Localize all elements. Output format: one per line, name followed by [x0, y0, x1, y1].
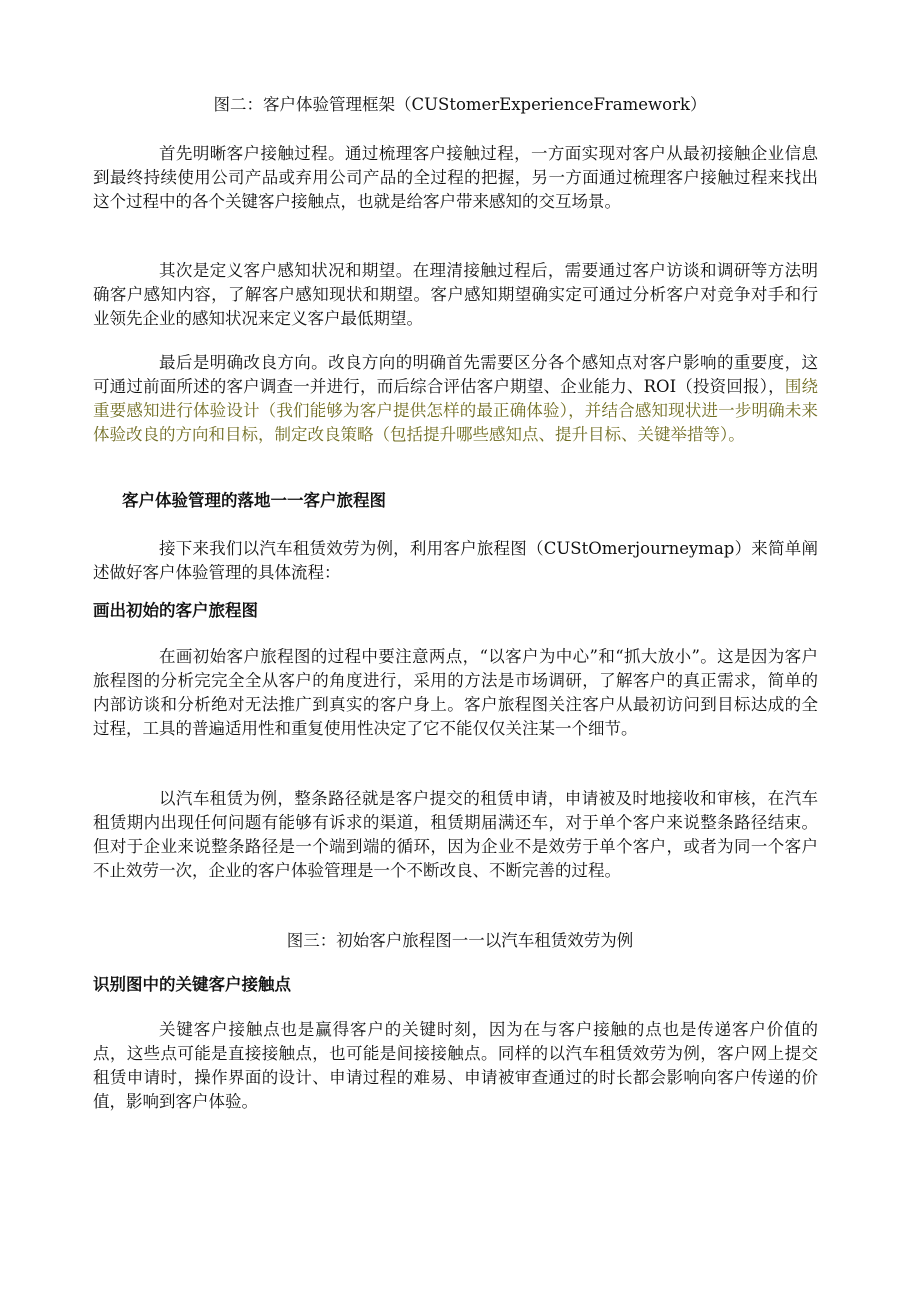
figure-2-caption: 图二：客户体验管理框架（CUStomerExperienceFramework） [213, 95, 707, 114]
paragraph-key-touchpoints: 关键客户接触点也是赢得客户的关键时刻，因为在与客户接触的点也是传递客户价值的点，这些点可能是直接接触点，也可能是间接接触点。同样的以汽车租赁效劳为例，客户网上提交租赁申请时，操作界面的设计、申请过程的难易、申请被审查通过的时长都会影响向客户传递的价值，影响到客户体验。 [93, 1020, 818, 1111]
improvement-direction-highlight: 围绕重要感知进行体验设计（我们能够为客户提供怎样的最正确体验），并结合感知现状进一步明确未来体验改良的方向和目标，制定改良策略（包括提升哪些感知点、提升目标、关键举措等）。 [93, 377, 819, 444]
paragraph-improvement-direction [93, 351, 818, 447]
subheading-draw-initial-map: 画出初始的客户旅程图 [93, 601, 258, 620]
subheading-identify-touchpoints: 识别图中的关键客户接触点 [93, 975, 291, 994]
paragraph-draw-initial-map: 在画初始客户旅程图的过程中要注意两点，“以客户为中心”和“抓大放小”。这是因为客户旅程图的分析完完全全从客户的角度进行，采用的方法是市场调研，了解客户的真正需求，简单的内部访谈和分析绝对无法推广到真实的客户身上。客户旅程图关注客户从最初访问到目标达成的全过程，工具的普遍适用性和重复使用性决定了它不能仅仅关注某一个细节。 [93, 647, 818, 738]
paragraph-define-perception: 其次是定义客户感知状况和期望。在理清接触过程后，需要通过客户访谈和调研等方法明确客户感知内容，了解客户感知现状和期望。客户感知期望确实定可通过分析客户对竞争对手和行业领先企业的感知状况来定义客户最低期望。 [93, 261, 818, 328]
paragraph-car-rental-path: 以汽车租赁为例，整条路径就是客户提交的租赁申请，申请被及时地接收和审核，在汽车租赁期内出现任何问题有能够有诉求的渠道，租赁期届满还车，对于单个客户来说整条路径结束。但对于企业来说整条路径是一个端到端的循环，因为企业不是效劳于单个客户，或者为同一个客户不止效劳一次，企业的客户体验管理是一个不断改良、不断完善的过程。 [93, 789, 818, 880]
improvement-direction-text: 最后是明确改良方向。改良方向的明确首先需要区分各个感知点对客户影响的重要度，这可通过前面所述的客户调查一并进行，而后综合评估客户期望、企业能力、ROI（投资回报）， [93, 353, 818, 396]
figure-3-caption: 图三：初始客户旅程图一一以汽车租赁效劳为例 [286, 931, 634, 950]
section-heading-journey-map: 客户体验管理的落地一一客户旅程图 [122, 491, 386, 510]
paragraph-contact-process: 首先明晰客户接触过程。通过梳理客户接触过程，一方面实现对客户从最初接触企业信息到最终持续使用公司产品或弃用公司产品的全过程的把握，另一方面通过梳理客户接触过程来找出这个过程中的各个关键客户接触点，也就是给客户带来感知的交互场景。 [93, 144, 818, 211]
paragraph-intro-car-rental: 接下来我们以汽车租赁效劳为例，利用客户旅程图（CUStOmerjourneymap）来简单阐述做好客户体验管理的具体流程： [93, 539, 818, 582]
